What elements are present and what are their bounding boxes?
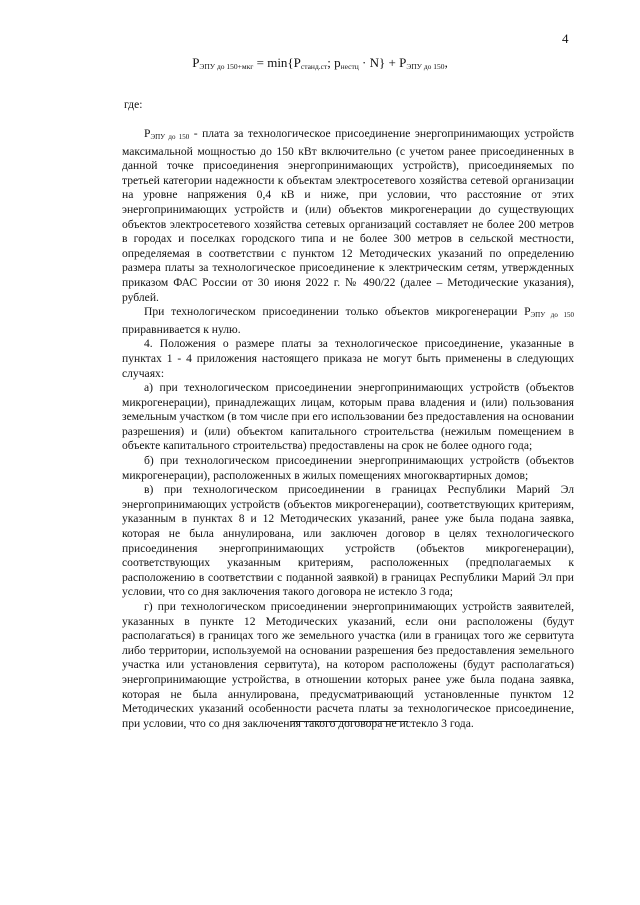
definition-symbol: P [144,127,151,140]
item-a-paragraph: а) при технологическом присоединении энергопринимающих устройств (объектов микрогенерации), принадлежащих лицам, которым права владения и (или) пользования земельным участком (в том числе при его использовании без предоставления на основании разрешения) и (или) объектом капитального строительства (нежилым помещением в объекте капитального строительства) предоставлены на срок не более одного года; [122,381,574,453]
where-label: где: [124,98,143,111]
microgeneration-text: При технологическом присоединении только объектов микрогенерации P [144,305,531,319]
microgeneration-paragraph [122,305,574,337]
formula-subscript-3: ЭПУ до 150 [406,62,445,71]
item-g-paragraph: г) при технологическом присоединении энергопринимающих устройств заявителей, указанных в пункте 12 Методических указаний, если они расположены (будут располагаться) в границах того же земельного участка (или в границах того же сервитута либо территории, используемой на основании разрешения без предоставления земельного участка или установления сервитута), на котором расположены (будут располагаться) энергопринимающие устройства, в отношении которых ранее уже была подана заявка, которая не была аннулирована, предусматривающий установленные пунктом 12 Методических указаний особенности расчета платы за технологическое присоединение, при условии, что со дня заключения такого договора не истекло 3 года. [122,600,574,730]
fee-formula [0,56,640,75]
item-v-paragraph: в) при технологическом присоединении в границах Республики Марий Эл энергопринимающих устройств (объектов микрогенерации), соответствующих критериям, указанным в пунктах 8 и 12 Методических указаний, ранее уже была подана заявка, которая не была аннулирована, или заключен договор в целях технологического присоединения энергопринимающих устройств (объектов микрогенерации), соответствующих указанным критериям, расположенных (предполагаемых к расположению в соответствии с поданной заявкой) в границах Республики Марий Эл при условии, что со дня заключения такого договора не истекло 3 года; [122,483,574,599]
item-b-paragraph: б) при технологическом присоединении энергопринимающих устройств (объектов микрогенерации), расположенных в жилых помещениях многоквартирных домов; [122,454,574,482]
definition-symbol-subscript: ЭПУ до 150 [150,133,190,141]
formula-lhs: P [192,55,200,70]
page-number: 4 [562,31,569,46]
definition-text: - плата за технологическое присоединение энергопринимающих устройств максимальной мощностью до 150 кВт включительно (с учетом ранее присоединенных в данной точке присоединения энергопринимающих устройств), присоединяемых по третьей категории надежности к объектам электросетевого хозяйства сетевой организации на уровне напряжения 0,4 кВ и ниже, при условии, что расстояние от этих энергопринимающих устройств и (или) объектов микрогенерации до существующих объектов электросетевого хозяйства сетевых организаций составляет не более 200 метров в городах и поселках городского типа и не более 300 метров в сельской местности, определяемая в соответствии с пунктом 12 Методических указаний по определению размера платы за технологическое присоединение к электрическим сетям, утвержденных приказом ФАС России от 30 июня 2022 г. № 490/22 (далее – Методические указания), рублей. [122,127,574,304]
formula-end: , [444,55,448,70]
microgeneration-subscript: ЭПУ до 150 [530,311,574,320]
formula-subscript-1: станд.ст [300,62,328,71]
formula-mid: ; p [327,55,341,70]
body-text [122,127,574,731]
item-4-paragraph: 4. Положения о размере платы за технологическое присоединение, указанные в пунктах 1 - 4 приложения настоящего приказа не могут быть применены в следующих случаях: [122,337,574,380]
separator-line [290,721,408,722]
microgeneration-text-end: приравнивается к нулю. [122,322,241,336]
formula-eq: = min{P [253,55,301,70]
definition-paragraph [122,127,574,305]
formula-mid-2: · N} + P [358,55,407,70]
formula-lhs-subscript: ЭПУ до 150+мкг [199,62,254,71]
formula-subscript-2: нестц [340,62,359,71]
